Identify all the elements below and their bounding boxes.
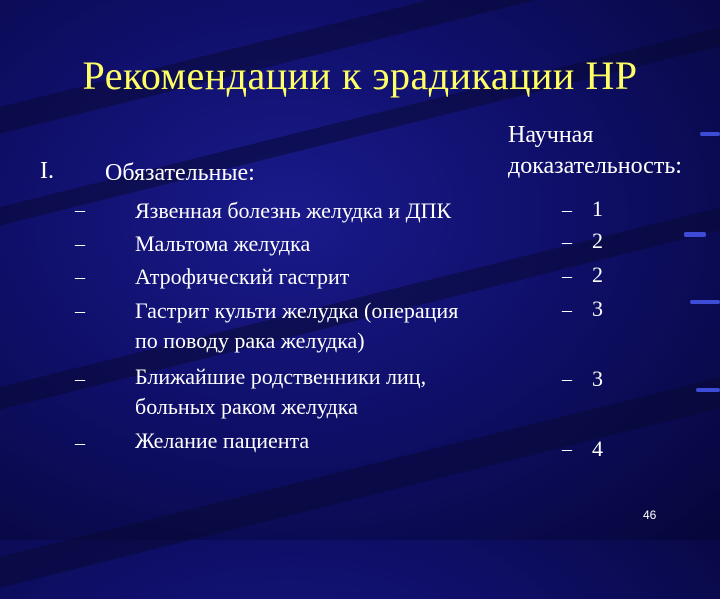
- list-bullet: –: [75, 300, 85, 322]
- list-item-text: [135, 196, 451, 226]
- decor-dash: [696, 388, 720, 392]
- evidence-bullet: –: [562, 199, 572, 221]
- evidence-bullet: –: [562, 299, 572, 321]
- evidence-value: 2: [592, 262, 603, 287]
- evidence-bullet: –: [562, 438, 572, 460]
- evidence-value: 4: [592, 436, 603, 461]
- list-item-line: по поводу рака желудка): [135, 328, 365, 353]
- list-item-text: [135, 229, 310, 259]
- evidence-value: 3: [592, 296, 603, 321]
- list-item-line: Ближайшие родственники лиц,: [135, 364, 427, 389]
- evidence-value: 3: [592, 366, 603, 391]
- evidence-value: 2: [592, 228, 603, 253]
- section-number: I.: [40, 158, 54, 184]
- list-item-text: [135, 426, 309, 456]
- list-bullet: –: [75, 368, 85, 390]
- decor-dash: [684, 232, 706, 237]
- list-bullet: –: [75, 199, 85, 221]
- evidence-bullet: –: [562, 231, 572, 253]
- evidence-bullet: –: [562, 265, 572, 287]
- list-item-line: Мальтома желудка: [135, 231, 311, 256]
- evidence-header-line2: доказательность:: [508, 153, 682, 179]
- decor-dash: [700, 132, 720, 136]
- evidence-bullet: –: [562, 368, 572, 390]
- list-item-line: Язвенная болезнь желудка и ДПК: [135, 198, 452, 223]
- list-item-text: [135, 262, 349, 292]
- page-number: 46: [643, 508, 657, 522]
- evidence-header: [508, 120, 682, 182]
- decor-dash: [690, 300, 720, 304]
- list-item-line: Гастрит культи желудка (операция: [135, 298, 459, 323]
- list-item-line: Атрофический гастрит: [135, 264, 350, 289]
- list-bullet: –: [75, 266, 85, 288]
- evidence-value: 1: [592, 196, 603, 221]
- list-item-line: больных раком желудка: [135, 394, 358, 419]
- list-bullet: –: [75, 432, 85, 454]
- slide-title: Рекомендации к эрадикации HP: [82, 53, 638, 98]
- list-item-text: [135, 362, 426, 422]
- section-label: Обязательные:: [105, 160, 255, 186]
- list-item-text: [135, 296, 458, 356]
- list-bullet: –: [75, 233, 85, 255]
- list-item-line: Желание пациента: [135, 428, 310, 453]
- evidence-header-line1: Научная: [508, 122, 594, 148]
